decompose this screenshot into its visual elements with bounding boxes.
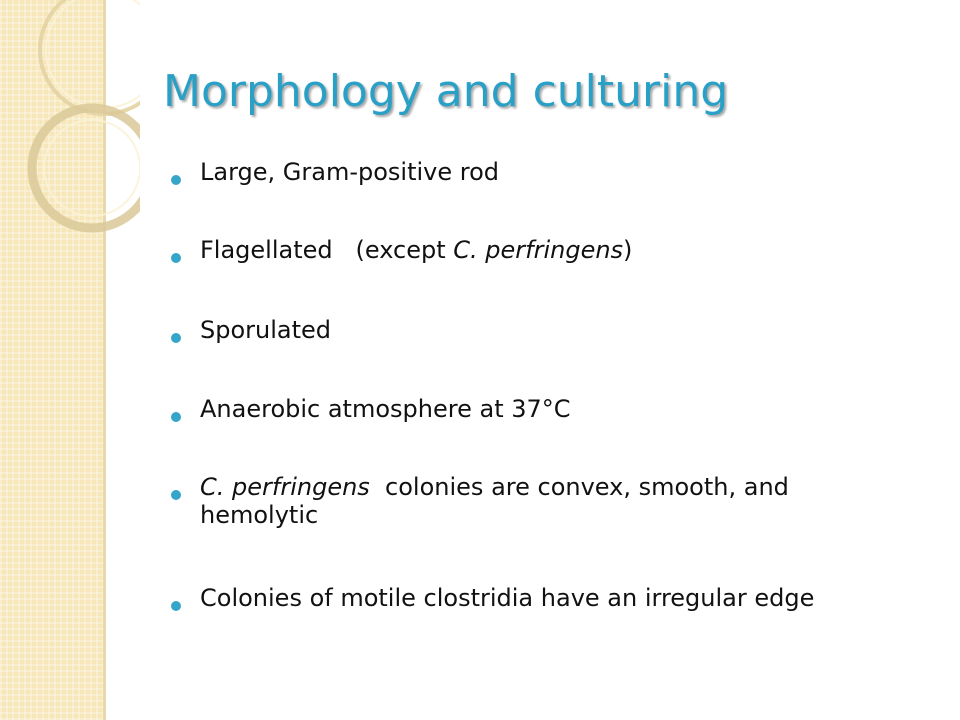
bullet-dot-icon bbox=[171, 175, 181, 185]
bullet-item bbox=[168, 584, 908, 612]
bullet-dot-icon bbox=[171, 412, 181, 422]
bullet-dot-icon bbox=[171, 253, 181, 263]
bullet-item bbox=[168, 158, 908, 186]
bullet-text: C. perfringens colonies are convex, smooth, and hemolytic bbox=[200, 473, 797, 529]
bullet-item bbox=[168, 236, 908, 264]
bullet-text: Flagellated (except C. perfringens) bbox=[200, 236, 633, 264]
bullet-text: Colonies of motile clostridia have an irregular edge bbox=[200, 584, 815, 612]
bullet-text: Anaerobic atmosphere at 37°C bbox=[200, 395, 571, 423]
bullet-dot-icon bbox=[171, 601, 181, 611]
decorative-side-panel bbox=[0, 0, 106, 720]
bullet-dot-icon bbox=[171, 490, 181, 500]
bullet-item bbox=[168, 395, 908, 423]
bullet-dot-icon bbox=[171, 333, 181, 343]
bullet-item bbox=[168, 473, 908, 529]
slide-title: Morphology and culturing bbox=[163, 66, 729, 117]
bullet-item bbox=[168, 316, 908, 344]
bullet-text: Large, Gram-positive rod bbox=[200, 158, 500, 186]
decorative-circles-graphic bbox=[0, 0, 140, 260]
bullet-text: Sporulated bbox=[200, 316, 332, 344]
